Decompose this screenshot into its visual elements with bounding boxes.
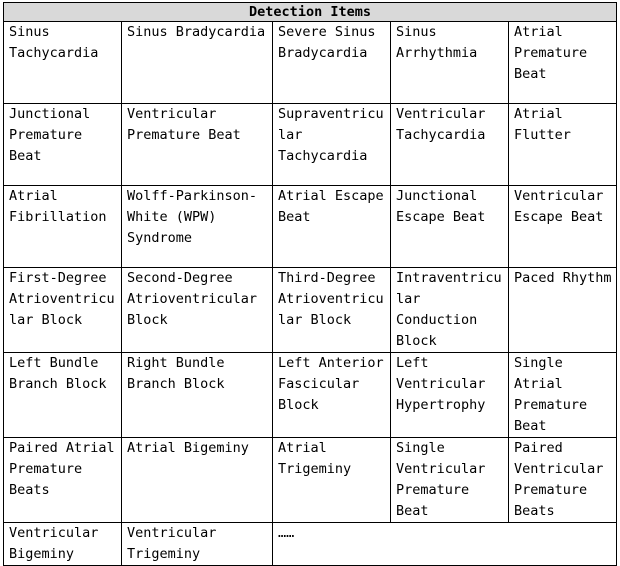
table-cell: Atrial Premature Beat: [509, 22, 617, 104]
table-row: [4, 104, 617, 186]
table-cell: First-Degree Atrioventricular Block: [4, 268, 122, 353]
table-cell: Wolff-Parkinson-White (WPW) Syndrome: [122, 186, 273, 268]
table-cell: Sinus Arrhythmia: [391, 22, 509, 104]
table-cell: Junctional Premature Beat: [4, 104, 122, 186]
table-cell: Single Ventricular Premature Beat: [391, 438, 509, 523]
table-row: [4, 523, 617, 566]
table-cell: Ventricular Tachycardia: [391, 104, 509, 186]
table-cell: Ventricular Bigeminy: [4, 523, 122, 566]
table-header: Detection Items: [4, 3, 617, 22]
table-cell: Atrial Trigeminy: [273, 438, 391, 523]
table-cell: Sinus Tachycardia: [4, 22, 122, 104]
table-row: [4, 22, 617, 104]
table-cell: Single Atrial Premature Beat: [509, 353, 617, 438]
table-cell: Sinus Bradycardia: [122, 22, 273, 104]
table-cell: Intraventricular Conduction Block: [391, 268, 509, 353]
table-cell: Atrial Fibrillation: [4, 186, 122, 268]
detection-items-table: [3, 2, 617, 566]
table-cell: Second-Degree Atrioventricular Block: [122, 268, 273, 353]
table-cell: Left Anterior Fascicular Block: [273, 353, 391, 438]
table-cell: Right Bundle Branch Block: [122, 353, 273, 438]
table-cell: Ventricular Escape Beat: [509, 186, 617, 268]
table-cell: Ventricular Premature Beat: [122, 104, 273, 186]
table-cell: Ventricular Trigeminy: [122, 523, 273, 566]
table-cell: Atrial Escape Beat: [273, 186, 391, 268]
table-row: [4, 353, 617, 438]
table-cell: Junctional Escape Beat: [391, 186, 509, 268]
table-cell: Left Bundle Branch Block: [4, 353, 122, 438]
table-cell: Supraventricular Tachycardia: [273, 104, 391, 186]
table-cell: Third-Degree Atrioventricular Block: [273, 268, 391, 353]
table-cell: Paced Rhythm: [509, 268, 617, 353]
table-row: [4, 186, 617, 268]
table-row: [4, 438, 617, 523]
table-row: [4, 268, 617, 353]
table-cell: Atrial Bigeminy: [122, 438, 273, 523]
table-cell-ellipsis: ……: [273, 523, 617, 566]
table-cell: Paired Ventricular Premature Beats: [509, 438, 617, 523]
table-cell: Severe Sinus Bradycardia: [273, 22, 391, 104]
table-cell: Left Ventricular Hypertrophy: [391, 353, 509, 438]
table-cell: Atrial Flutter: [509, 104, 617, 186]
table-cell: Paired Atrial Premature Beats: [4, 438, 122, 523]
